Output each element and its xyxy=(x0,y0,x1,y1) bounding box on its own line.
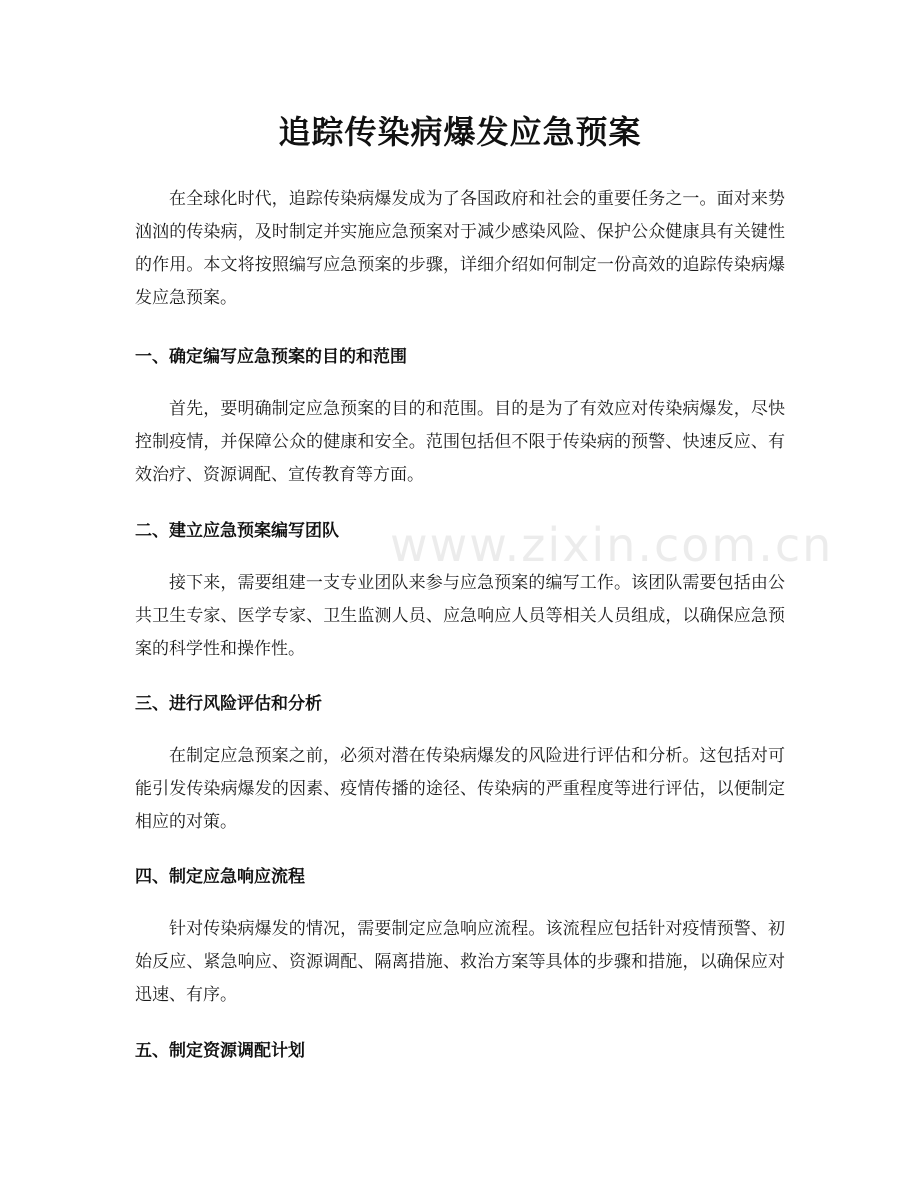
section-3-heading: 三、进行风险评估和分析 xyxy=(135,694,322,714)
section-4-body: 针对传染病爆发的情况，需要制定应急响应流程。该流程应包括针对疫情预警、初始反应、紧急响应、资源调配、隔离措施、救治方案等具体的步骤和措施，以确保应对迅速、有序。 xyxy=(135,919,785,1005)
section-4-heading: 四、制定应急响应流程 xyxy=(135,867,305,887)
section-3-body: 在制定应急预案之前，必须对潜在传染病爆发的风险进行评估和分析。这包括对可能引发传染病爆发的因素、疫情传播的途径、传染病的严重程度等进行评估，以便制定相应的对策。 xyxy=(135,746,785,832)
section-1-heading: 一、确定编写应急预案的目的和范围 xyxy=(135,347,407,367)
section-2-heading: 二、建立应急预案编写团队 xyxy=(135,521,339,541)
section-1-body: 首先，要明确制定应急预案的目的和范围。目的是为了有效应对传染病爆发，尽快控制疫情，并保障公众的健康和安全。范围包括但不限于传染病的预警、快速反应、有效治疗、资源调配、宣传教育等方面。 xyxy=(135,399,785,485)
section-5-heading: 五、制定资源调配计划 xyxy=(135,1041,305,1061)
document-title: 追踪传染病爆发应急预案 xyxy=(278,113,642,151)
intro-paragraph: 在全球化时代，追踪传染病爆发成为了各国政府和社会的重要任务之一。面对来势汹汹的传染病，及时制定并实施应急预案对于减少感染风险、保护公众健康具有关键性的作用。本文将按照编写应急预案的步骤，详细介绍如何制定一份高效的追踪传染病爆发应急预案。 xyxy=(135,189,785,308)
watermark: www.zixin.com.cn xyxy=(390,518,834,572)
section-2-body: 接下来，需要组建一支专业团队来参与应急预案的编写工作。该团队需要包括由公共卫生专家、医学专家、卫生监测人员、应急响应人员等相关人员组成，以确保应急预案的科学性和操作性。 xyxy=(135,573,785,659)
